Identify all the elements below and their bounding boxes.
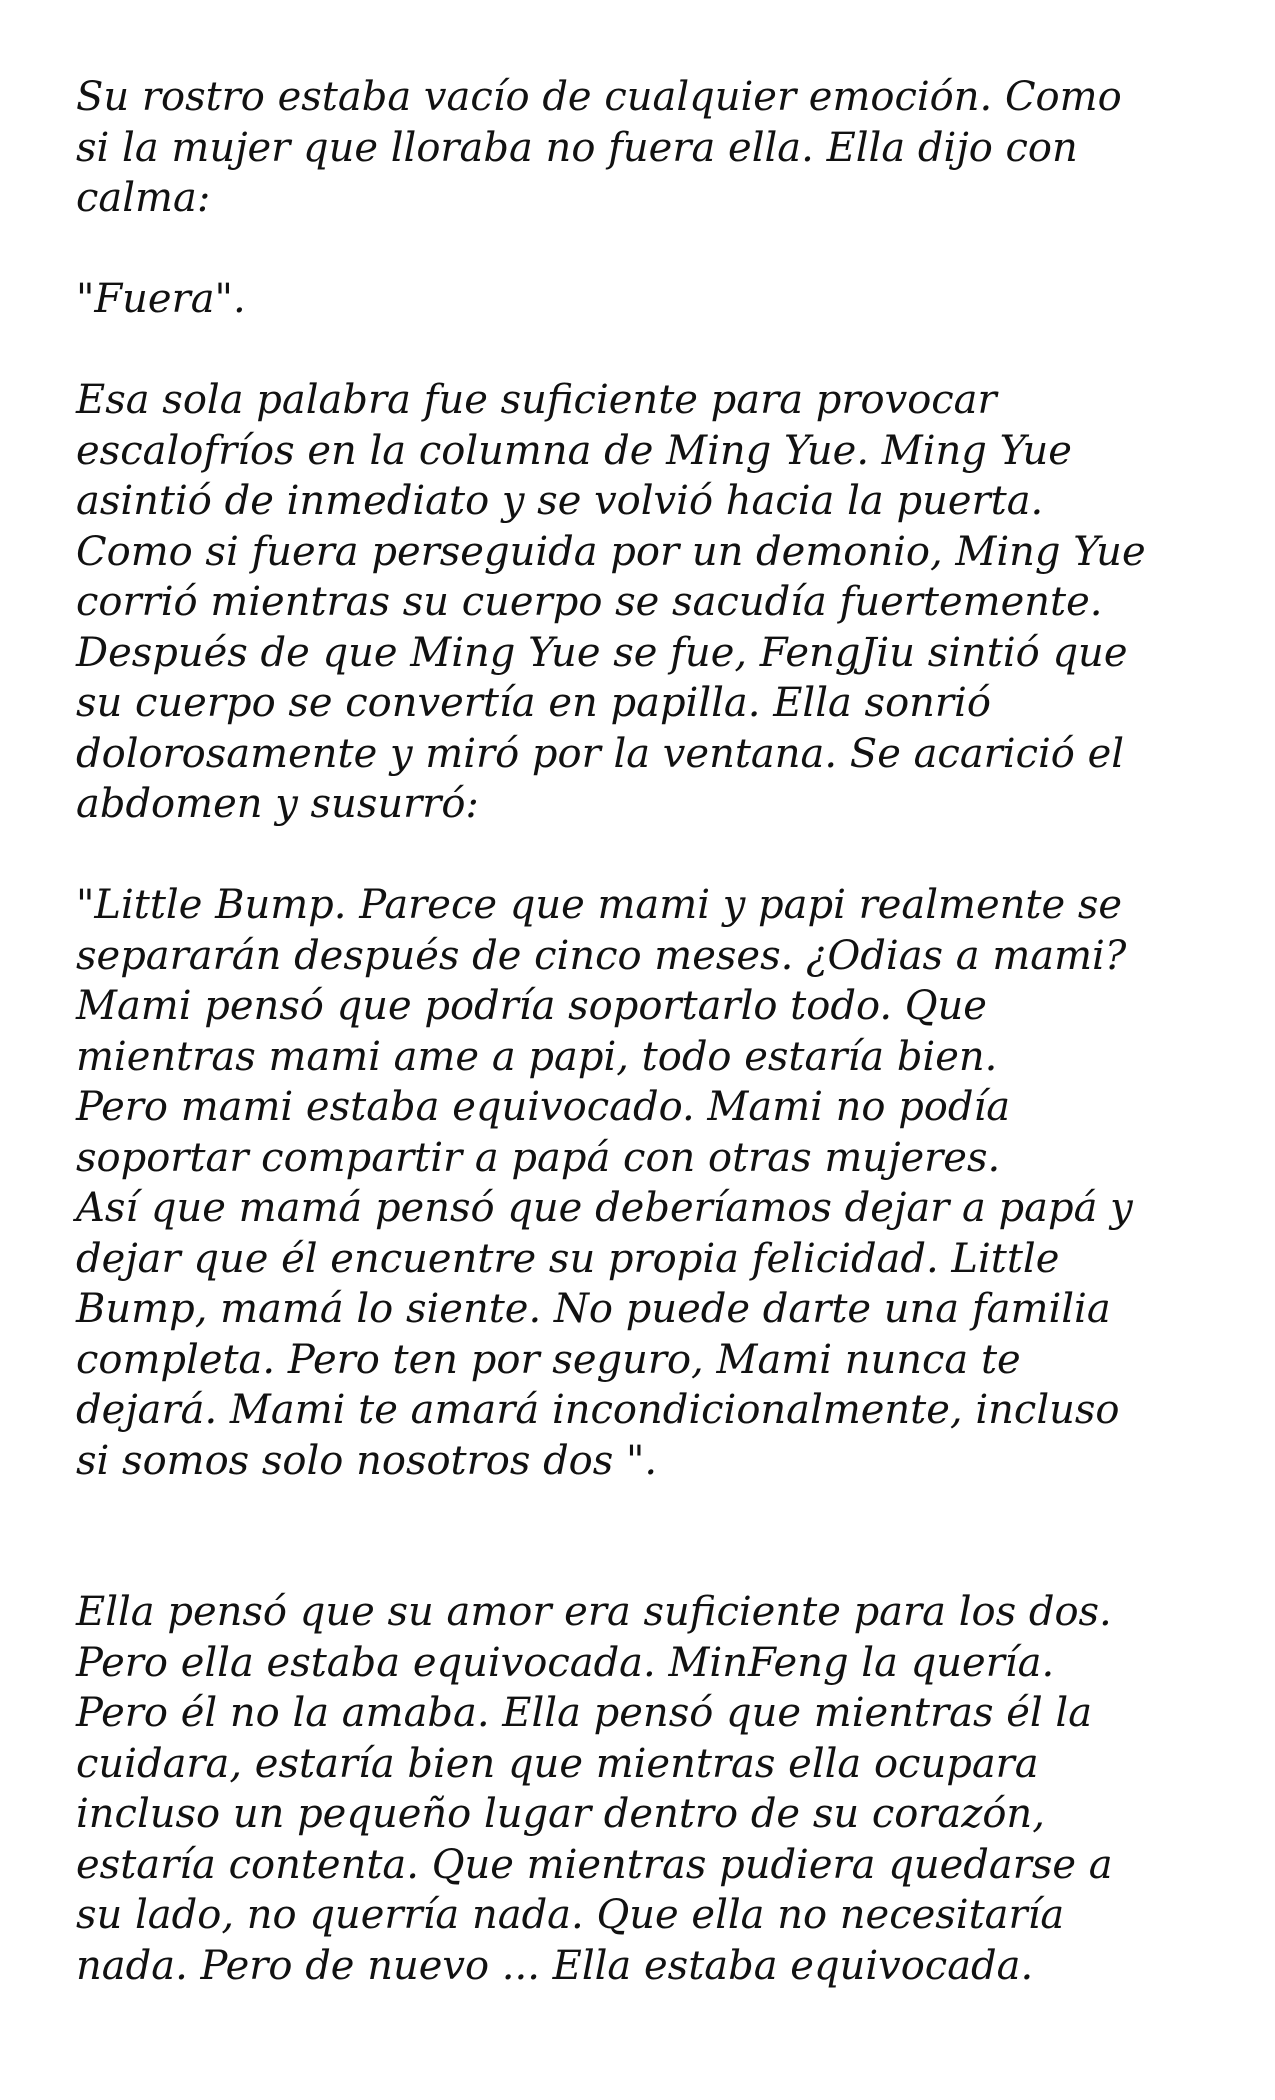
text-line: mientras mami ame a papi, todo estaría bien. xyxy=(76,1033,998,1080)
text-line: Ella pensó que su amor era suficiente para los dos. xyxy=(76,1589,1112,1635)
text-line: si la mujer que lloraba no fuera ella. Ella dijo con xyxy=(76,124,1078,171)
text-line: separarán después de cinco meses. ¿Odias a mami? xyxy=(76,932,1127,979)
text-line: Mami pensó que podría soportarlo todo. Que xyxy=(76,983,987,1029)
text-line: incluso un pequeño lugar dentro de su corazón, xyxy=(76,1791,1045,1837)
text-line: estaría contenta. Que mientras pudiera quedarse a xyxy=(76,1841,1113,1888)
text-line: cuidara, estaría bien que mientras ella ocupara xyxy=(76,1740,1039,1787)
text-line: corrió mientras su cuerpo se sacudía fuertemente. xyxy=(76,579,1103,625)
text-line: dejará. Mami te amará incondicionalmente, incluso xyxy=(76,1387,1120,1433)
paragraph-spacer xyxy=(76,1486,1216,1587)
text-line: soportar compartir a papá con otras mujeres. xyxy=(76,1134,1001,1181)
text-line: si somos solo nosotros dos ". xyxy=(76,1437,658,1484)
text-line: nada. Pero de nuevo ... Ella estaba equivocada. xyxy=(76,1942,1034,1989)
document-page xyxy=(76,72,1216,1991)
text-line: escalofríos en la columna de Ming Yue. Ming Yue xyxy=(76,427,1072,474)
paragraph-spacer xyxy=(76,224,1216,275)
paragraph-3 xyxy=(76,375,1216,830)
text-line: Pero ella estaba equivocada. MinFeng la quería. xyxy=(76,1639,1055,1686)
text-line: dolorosamente y miró por la ventana. Se acarició el xyxy=(76,730,1125,777)
paragraph-1 xyxy=(76,72,1216,224)
text-line: completa. Pero ten por seguro, Mami nunca te xyxy=(76,1336,1021,1383)
text-line: su cuerpo se convertía en papilla. Ella sonrió xyxy=(76,680,991,726)
text-line: "Little Bump. Parece que mami y papi realmente se xyxy=(76,882,1123,928)
text-line: Bump, mamá lo siente. No puede darte una familia xyxy=(76,1286,1111,1332)
text-line: dejar que él encuentre su propia felicidad. Little xyxy=(76,1235,1060,1282)
paragraph-2 xyxy=(76,274,1216,325)
text-line: calma: xyxy=(76,175,211,221)
paragraph-spacer xyxy=(76,830,1216,881)
text-line: Esa sola palabra fue suficiente para provocar xyxy=(76,377,997,423)
text-line: Su rostro estaba vacío de cualquier emoción. Como xyxy=(76,74,1122,120)
text-line: asintió de inmediato y se volvió hacia la puerta. xyxy=(76,478,1044,524)
paragraph-spacer xyxy=(76,325,1216,376)
text-line: Así que mamá pensó que deberíamos dejar a papá y xyxy=(76,1185,1133,1231)
text-line: Después de que Ming Yue se fue, FengJiu sintió que xyxy=(76,629,1128,676)
text-line: Pero mami estaba equivocado. Mami no podía xyxy=(76,1084,1011,1130)
text-line: abdomen y susurró: xyxy=(76,781,479,827)
text-line: su lado, no querría nada. Que ella no necesitaría xyxy=(76,1892,1065,1938)
text-line: "Fuera". xyxy=(76,276,246,322)
paragraph-4 xyxy=(76,880,1216,1486)
paragraph-5 xyxy=(76,1587,1216,1991)
text-line: Como si fuera perseguida por un demonio, Ming Yue xyxy=(76,528,1146,575)
text-line: Pero él no la amaba. Ella pensó que mientras él la xyxy=(76,1690,1093,1736)
